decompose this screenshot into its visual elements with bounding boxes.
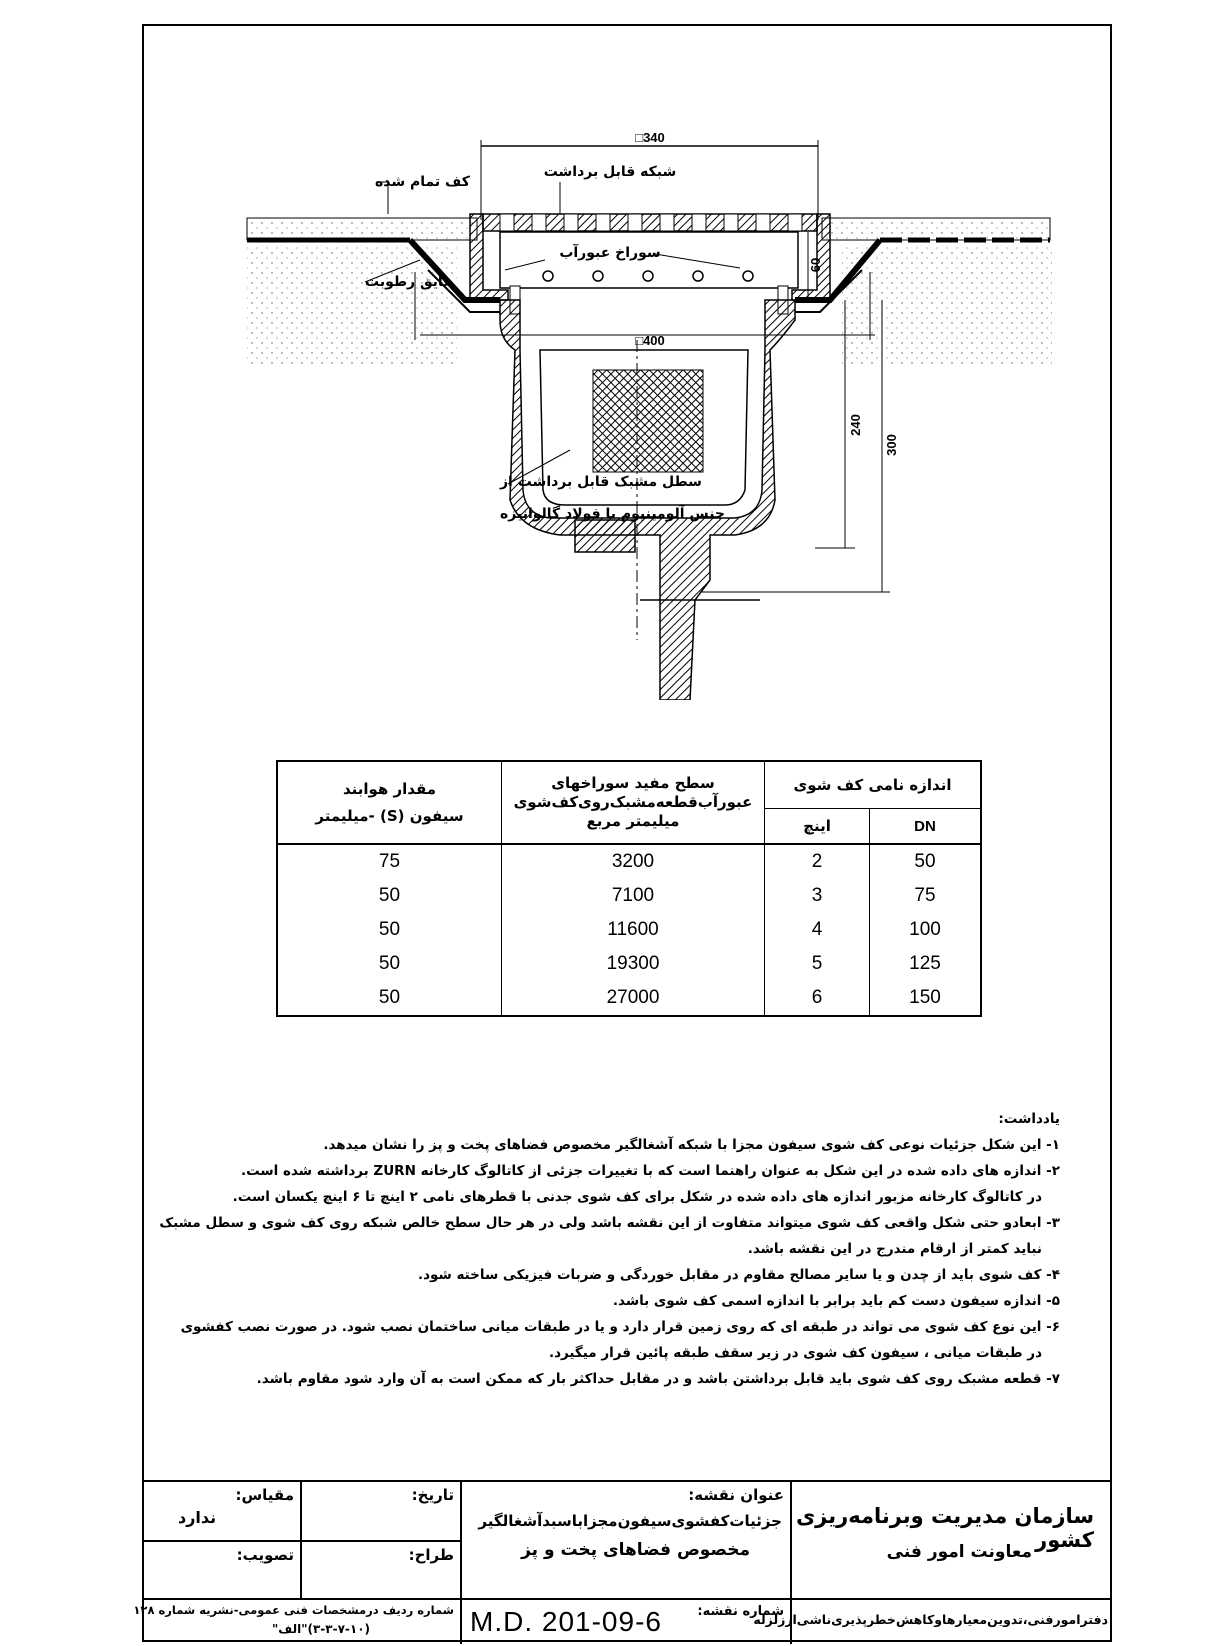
drawing-number-cell: [460, 1598, 790, 1644]
office-cell: [753, 1598, 1112, 1644]
cell-dn: 125: [870, 947, 982, 981]
note-1: ۱- این شکل جزئیات نوعی کف شوی سیفون مجزا با شبکه آشغالگیر مخصوص فضاهای پخت و پز را نشان میدهد.: [323, 1137, 1060, 1153]
cell-inch: 2: [765, 844, 870, 879]
cell-inch: 4: [765, 913, 870, 947]
drawing-title-line2: مخصوص فضاهای پخت و پز: [521, 1540, 750, 1560]
organization-name: سازمان مدیریت وبرنامه‌ریزی کشور: [795, 1504, 1094, 1552]
cell-area: 11600: [502, 913, 765, 947]
note-6-continuation: در طبقات میانی ، سیفون کف شوی در زیر سقف طبقه پائین قرار میگیرد.: [548, 1345, 1042, 1361]
scale-cell: [142, 1482, 300, 1540]
cell-inch: 3: [765, 879, 870, 913]
note-5: ۵- اندازه سیفون دست کم باید برابر با اندازه اسمی کف شوی باشد.: [612, 1293, 1060, 1309]
cell-area: 3200: [502, 844, 765, 879]
designer-cell: [300, 1540, 460, 1598]
dimension-340-text: □340: [635, 130, 665, 145]
cell-inch: 6: [765, 981, 870, 1016]
cell-area: 19300: [502, 947, 765, 981]
notes-section: [160, 1106, 1060, 1392]
title-block: [133, 1480, 1112, 1642]
drawing-title-line1: جزئیات‌کفشوی‌سیفون‌مجزاباسبدآشغالگیر: [478, 1512, 782, 1530]
floor-drain-detail-drawing: [0, 0, 1228, 700]
note-3-continuation: نباید کمتر از ارقام مندرج در این نقشه باشد.: [747, 1241, 1042, 1257]
cell-siphon: 50: [277, 879, 502, 913]
cell-inch: 5: [765, 947, 870, 981]
removable-grate: [483, 214, 817, 231]
dimension-400-text: □400: [635, 333, 665, 348]
note-4: ۴- کف شوی باید از چدن و یا سایر مصالح مقاوم در مقابل خوردگی و ضربات فیزیکی ساخته شود.: [417, 1267, 1060, 1283]
cell-siphon: 50: [277, 913, 502, 947]
drawing-title-label: عنوان نقشه:: [688, 1486, 784, 1504]
date-cell: [300, 1482, 460, 1540]
scale-value: ندارد: [178, 1508, 217, 1527]
header-effective-area: سطح مفید سوراخهای عبورآب‌قطعه‌مشبک‌روی‌کف‌شوی میلیمتر مربع: [502, 761, 765, 844]
table-row: [277, 913, 981, 947]
header-siphon-seal: مقدار هوابند سیفون (S) -میلیمتر: [277, 761, 502, 844]
date-label: تاریخ:: [411, 1486, 454, 1504]
finished-floor-label: کف تمام شده: [375, 174, 470, 190]
approval-cell: [142, 1540, 300, 1598]
moisture-barrier-label: عایق رطوبت: [365, 274, 453, 290]
cell-area: 27000: [502, 981, 765, 1016]
notes-heading: یادداشت:: [998, 1111, 1060, 1127]
dimension-300-text: 300: [884, 434, 899, 456]
drawing-number-label: شماره نقشه:: [697, 1604, 784, 1619]
drawing-title-cell: [460, 1482, 790, 1598]
table-row: [277, 879, 981, 913]
header-dn: DN: [870, 809, 982, 845]
basket-label-line2: جنس آلومینیوم یا فولاد گالوانیزه: [500, 506, 726, 522]
basket-label-line1: سطل مشبک قابل برداشت از: [500, 474, 702, 490]
designer-label: طراح:: [408, 1546, 454, 1564]
cell-siphon: 50: [277, 947, 502, 981]
table-row: [277, 844, 981, 879]
header-nominal-size: اندازه نامی کف شوی: [765, 761, 982, 809]
note-7: ۷- قطعه مشبک روی کف شوی باید قابل برداشتن باشد و در مقابل حداکثر بار که ممکن است به آن وارد شود مقاوم باشد.: [256, 1371, 1060, 1387]
drawing-number: M.D. 201-09-6: [470, 1606, 662, 1637]
cell-siphon: 50: [277, 981, 502, 1016]
table-row: [277, 981, 981, 1016]
dimension-240-text: 240: [848, 414, 863, 436]
note-6: ۶- این نوع کف شوی می تواند در طبقه ای که روی زمین قرار دارد و یا در طبقات میانی ساختمان نصب شود. در صورت نصب کفشوی: [180, 1319, 1060, 1335]
cell-dn: 100: [870, 913, 982, 947]
note-2: ۲- اندازه های داده شده در این شکل به عنوان راهنما است که با تغییرات جزئی از کاتالوگ کارخانه ZURN برداشته شده است.: [240, 1163, 1060, 1179]
note-3: ۳- ابعادو حتی شکل واقعی کف شوی میتواند متفاوت از این نقشه باشد ولی در هر حال سطح خالص شبکه روی کف شوی و سطل مشبک: [159, 1215, 1060, 1231]
cell-dn: 50: [870, 844, 982, 879]
drain-size-table: [276, 760, 982, 1017]
approval-label: تصویب:: [236, 1546, 294, 1564]
dimension-60-text: 60: [808, 257, 823, 273]
office-name: دفترامورفنی،تدوین‌معیارهاوکاهش‌خطرپذیری‌ناشی‌اززلزله: [753, 1612, 1108, 1627]
cell-area: 7100: [502, 879, 765, 913]
scale-label: مقیاس:: [235, 1486, 294, 1504]
cell-dn: 150: [870, 981, 982, 1016]
cell-dn: 75: [870, 879, 982, 913]
organization-cell: [790, 1482, 1112, 1598]
drain-bowl: [500, 300, 795, 700]
note-2-continuation: در کاتالوگ کارخانه مزبور اندازه های داده شده در شکل برای کف شوی جدنی با قطرهای نامی ۲ اینچ تا ۶ اینچ یکسان است.: [232, 1189, 1042, 1205]
water-holes-label: سوراخ عبورآب: [559, 245, 661, 261]
header-inch: اینچ: [765, 809, 870, 845]
removable-grate-label: شبکه قابل برداشت: [543, 164, 677, 180]
spec-reference-line1: شماره ردیف درمشخصات فنی عمومی-نشریه شماره ۱۲۸: [133, 1603, 454, 1617]
table-row: [277, 947, 981, 981]
cell-siphon: 75: [277, 844, 502, 879]
organization-deputy: معاونت امور فنی: [886, 1542, 1032, 1562]
spec-reference-cell: [133, 1598, 460, 1644]
spec-reference-line2: (۳-۳-۷-۱۰)"الف": [272, 1622, 370, 1636]
